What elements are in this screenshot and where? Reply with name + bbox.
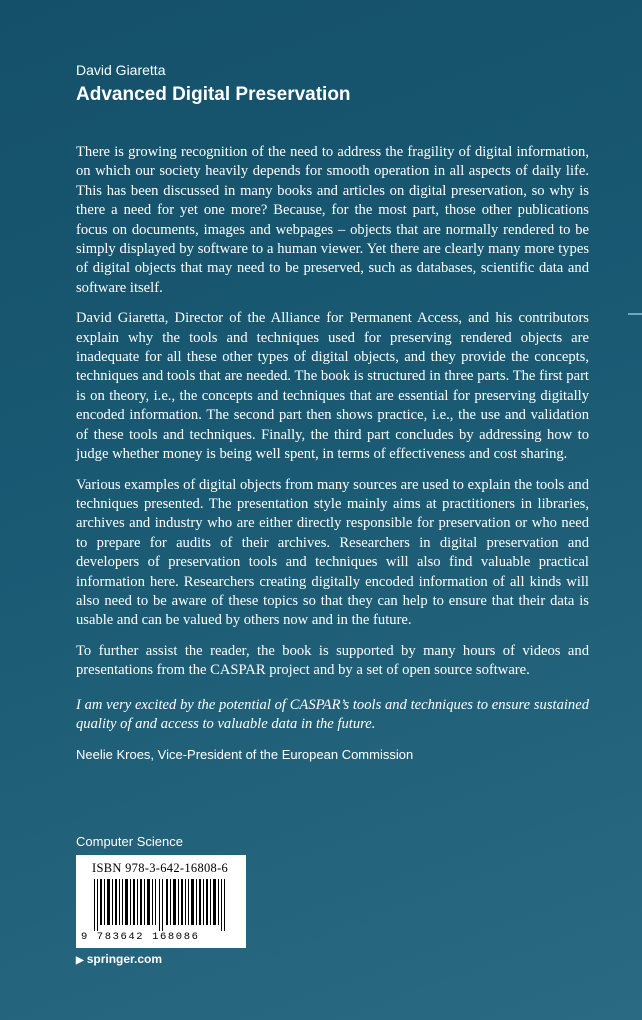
endorsement-quote: I am very excited by the potential of CASPAR’s tools and techniques to ensure sustained quality of and access to valuable data in the future.: [76, 696, 589, 732]
blurb-paragraph: Various examples of digital objects from many sources are used to explain the tools and techniques presented. The presentation style mainly aims at practitioners in libraries, archives and industry who are either directly responsible for preservation or who need to prepare for audits of their archives. Researchers in digital preservation and developers of preservation tools and techniques will also find valuable practical information here. Researchers creating digitally encoded information of all kinds will also need to be aware of these topics so that they can help to ensure that their data is usable and can be valued by others now and in the future.: [76, 476, 589, 629]
blurb-paragraph: David Giaretta, Director of the Alliance for Permanent Access, and his contributors explain why the tools and techniques used for preserving rendered objects are inadequate for all these other types of digital objects, and they provide the concepts, techniques and tools that are needed. The book is structured in three parts. The first part is on theory, i.e., the concepts and techniques that are essential for preserving digitally encoded information. The second part then shows practice, i.e., the use and validation of these tools and techniques. Finally, the third part concludes by addressing how to judge whether money is being well spent, in terms of effectiveness and cost sharing.: [76, 310, 589, 463]
blurb: [76, 143, 589, 776]
subject-category: Computer Science: [76, 834, 183, 849]
publisher-link[interactable]: [76, 952, 162, 966]
triangle-right-icon: ▶: [76, 955, 84, 966]
isbn-barcode-label: [76, 855, 246, 948]
endorsement: [76, 696, 589, 765]
blurb-paragraph: To further assist the reader, the book is supported by many hours of videos and presentations from the CASPAR project and by a set of open source software.: [76, 642, 589, 679]
author-name: David Giaretta: [76, 62, 166, 78]
publisher-url: springer.com: [86, 952, 163, 966]
spine-edge-mark: [628, 313, 642, 315]
barcode-digits: 9 783642 168086: [81, 931, 200, 943]
blurb-paragraph: There is growing recognition of the need to address the fragility of digital information, on which our society heavily depends for smooth operation in all aspects of daily life. This has been discussed in many books and articles on digital preservation, so why is there a need for yet one more? Because, for the most part, those other publications focus on documents, images and webpages – objects that are normally rendered to be simply displayed by software to a human viewer. Yet there are clearly many more types of digital objects that may need to be preserved, such as databases, scientific data and software itself.: [76, 144, 589, 296]
barcode-icon: [92, 879, 232, 931]
isbn-number: ISBN 978-3-642-16808-6: [92, 861, 229, 875]
endorsement-attribution: Neelie Kroes, Vice-President of the European Commission: [76, 747, 414, 763]
book-title: Advanced Digital Preservation: [76, 84, 351, 105]
